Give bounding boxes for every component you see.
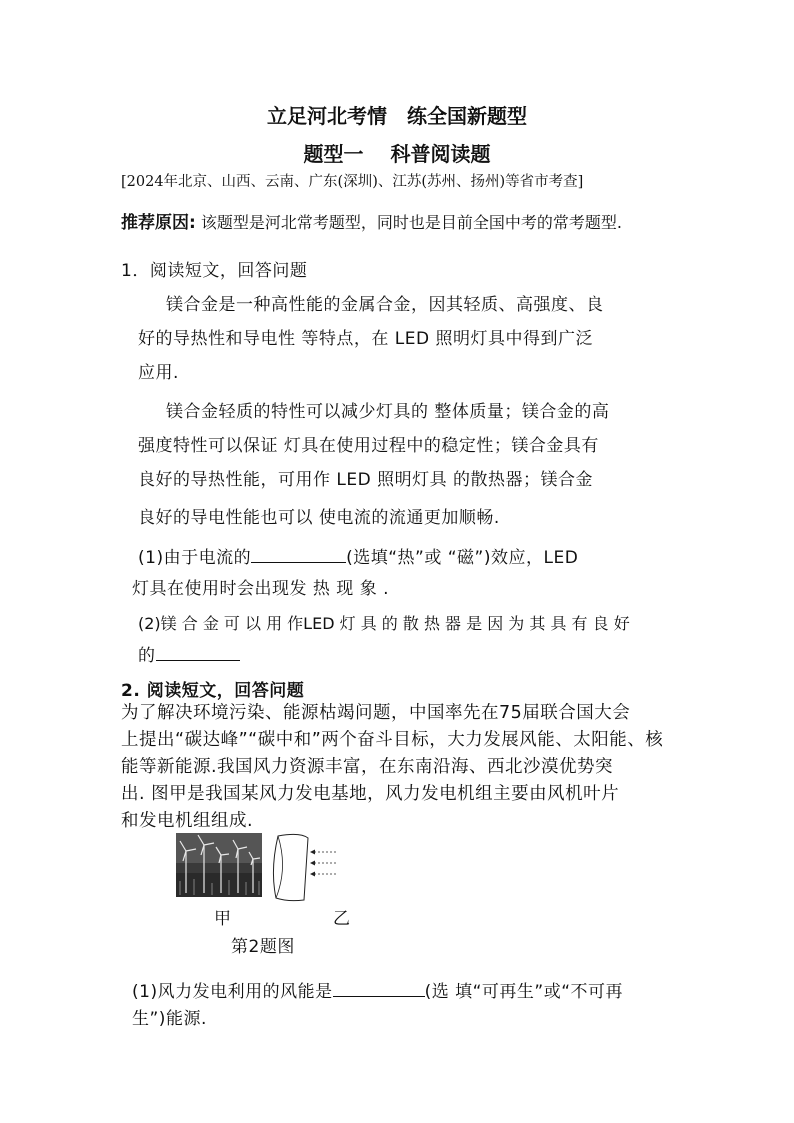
- q1-paragraph-line: 镁合金是一种高性能的金属合金，因其轻质、高强度、良: [166, 295, 604, 315]
- q1-paragraph-line: 应用.: [138, 363, 179, 383]
- blade-diagram: [266, 830, 342, 904]
- q2-sub1-prefix: (1)风力发电利用的风能是: [132, 982, 333, 1002]
- q1-paragraph-line: 良好的导电性能也可以 使电流的流通更加顺畅.: [138, 508, 500, 528]
- q1-subquestion-2: (2)镁 合 金 可 以 用 作LED 灯 具 的 散 热 器 是 因 为 其 具 有 良 好: [138, 614, 630, 633]
- q1-subquestion-1: [138, 543, 578, 568]
- q1-paragraph-line: 镁合金轻质的特性可以减少灯具的 整体质量；镁合金的高: [166, 402, 610, 422]
- q2-paragraph-line: 上提出“碳达峰”“碳中和”两个奋斗目标，大力发展风能、太阳能、核: [121, 730, 664, 750]
- answer-blank[interactable]: [156, 644, 240, 661]
- q1-sub2-prefix: 的: [138, 646, 156, 666]
- q2-paragraph-line: 为了解决环境污染、能源枯竭问题，中国率先在75届联合国大会: [121, 703, 631, 723]
- answer-blank[interactable]: [251, 546, 346, 563]
- q1-paragraph-line: 好的导热性和导电性 等特点，在 LED 照明灯具中得到广泛: [138, 329, 594, 349]
- q1-sub1-prefix: (1)由于电流的: [138, 548, 252, 568]
- q2-sub1-line2: 生”)能源.: [132, 1009, 207, 1029]
- q1-sub1-line2: 灯具在使用时会出现发 热 现 象 .: [132, 579, 390, 599]
- q2-paragraph-line: 和发电机组组成.: [121, 811, 254, 831]
- q2-paragraph-line: 出. 图甲是我国某风力发电基地，风力发电机组主要由风机叶片: [121, 784, 620, 804]
- q1-sub1-suffix: (选填“热”或 “磁”)效应，LED: [346, 548, 579, 568]
- figure-caption: 第2题图: [231, 937, 295, 957]
- recommendation-text: 该题型是河北常考题型，同时也是目前全国中考的常考题型.: [200, 213, 622, 232]
- q1-sub2-line2: [138, 641, 240, 666]
- q2-heading: 2. 阅读短文，回答问题: [121, 681, 305, 701]
- q2-sub1-suffix: (选 填“可再生”或“不可再: [424, 982, 624, 1002]
- section-title: 题型一 科普阅读题: [303, 142, 491, 166]
- wind-farm-photo: [176, 833, 262, 897]
- recommendation-label: 推荐原因:: [121, 213, 196, 233]
- figure-label-b: 乙: [333, 909, 351, 929]
- q1-paragraph-line: 良好的导热性能，可用作 LED 照明灯具 的散热器；镁合金: [138, 470, 594, 490]
- figure-label-a: 甲: [214, 909, 232, 929]
- source-note: [2024年北京、山西、云南、广东(深圳)、江苏(苏州、扬州)等省市考查]: [121, 174, 584, 190]
- recommendation: [121, 208, 622, 233]
- q1-paragraph-line: 强度特性可以保证 灯具在使用过程中的稳定性；镁合金具有: [138, 436, 599, 456]
- q1-heading: 1．阅读短文，回答问题: [121, 261, 308, 281]
- q2-subquestion-1: [132, 977, 623, 1002]
- page-title: 立足河北考情 练全国新题型: [267, 104, 527, 128]
- answer-blank[interactable]: [333, 980, 425, 997]
- q2-paragraph-line: 能等新能源.我国风力资源丰富，在东南沿海、西北沙漠优势突: [121, 757, 614, 777]
